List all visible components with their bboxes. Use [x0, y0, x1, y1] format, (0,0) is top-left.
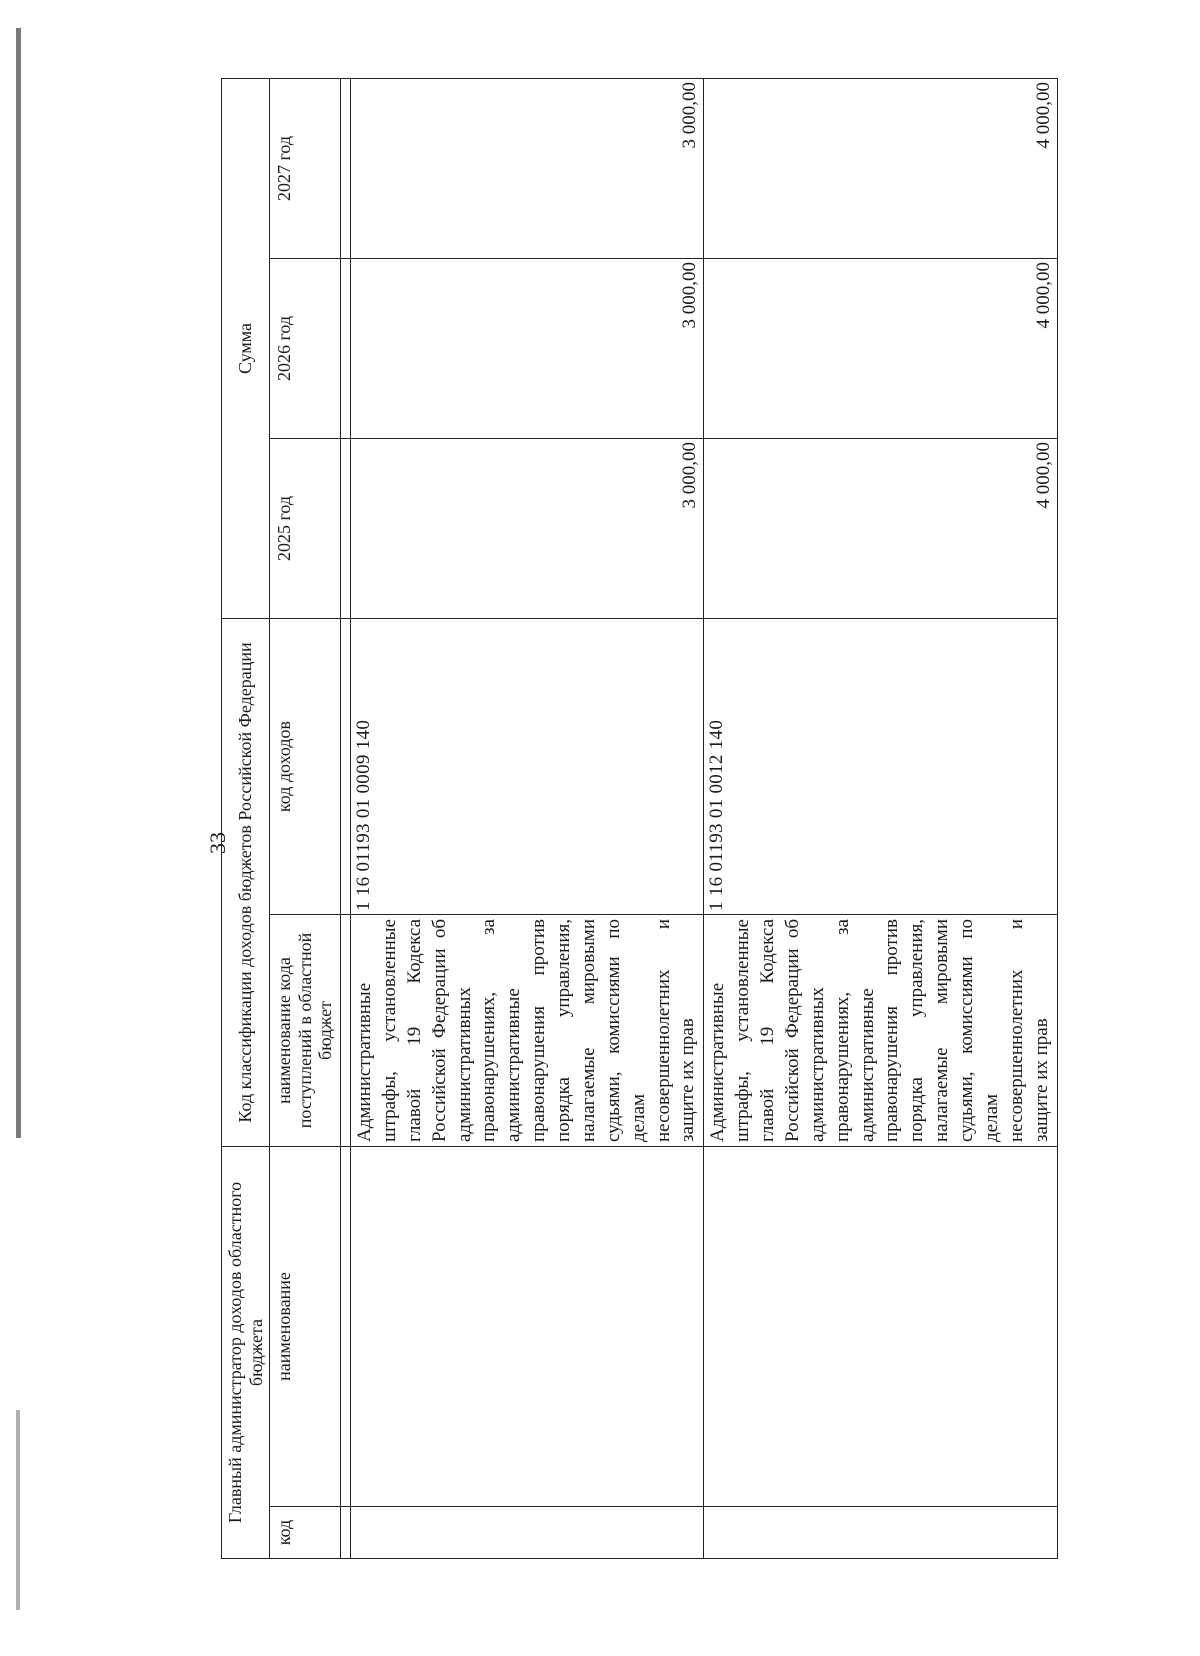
row-sum-2027: 3 000,00	[351, 78, 704, 258]
header-classification-group: Код классификации доходов бюджетов Российской Федерации	[222, 619, 270, 1147]
row-sum-2026: 4 000,00	[704, 259, 1057, 439]
row-sum-2026: 3 000,00	[351, 259, 704, 439]
row-income-code: 1 16 01193 01 0012 140	[704, 619, 1057, 915]
header-spacer-row	[341, 78, 351, 1558]
header-year-2027: 2027 год	[270, 78, 341, 258]
row-sum-2025: 4 000,00	[704, 439, 1057, 619]
header-income-code: код доходов	[270, 619, 341, 915]
row-admin-name	[704, 1147, 1057, 1507]
header-row-1	[222, 78, 270, 1558]
page-number: 33	[205, 832, 230, 854]
table-row	[704, 78, 1057, 1558]
row-admin-code	[351, 1507, 704, 1559]
table-row	[351, 78, 704, 1558]
row-income-description: Административные штрафы, установленные главой 19 Кодекса Российской Федерации об административных правонарушениях, за административные правонарушения против порядка управления, налагаемые мировыми судьями, комиссиями по делам несовершеннолетних и защите их прав	[351, 915, 704, 1147]
income-classification-table	[221, 78, 1058, 1559]
rotated-page-content	[221, 79, 1054, 1559]
header-year-2025: 2025 год	[270, 439, 341, 619]
row-income-description: Административные штрафы, установленные главой 19 Кодекса Российской Федерации об административных правонарушениях, за административные правонарушения против порядка управления, налагаемые мировыми судьями, комиссиями по делам несовершеннолетних и защите их прав	[704, 915, 1057, 1147]
row-admin-name	[351, 1147, 704, 1507]
scan-edge-mark	[16, 28, 21, 1138]
header-income-name: наименование кода поступлений в областной бюджет	[270, 915, 341, 1147]
row-sum-2027: 4 000,00	[704, 78, 1057, 258]
row-admin-code	[704, 1507, 1057, 1559]
header-admin-group: Главный администратор доходов областного бюджета	[222, 1147, 270, 1559]
row-income-code: 1 16 01193 01 0009 140	[351, 619, 704, 915]
header-admin-name: наименование	[270, 1147, 341, 1507]
header-sum-group: Сумма	[222, 78, 270, 618]
header-year-2026: 2026 год	[270, 259, 341, 439]
row-sum-2025: 3 000,00	[351, 439, 704, 619]
scan-edge-mark-lower	[16, 1410, 20, 1610]
header-admin-code: код	[270, 1507, 341, 1559]
header-row-2	[270, 78, 341, 1558]
